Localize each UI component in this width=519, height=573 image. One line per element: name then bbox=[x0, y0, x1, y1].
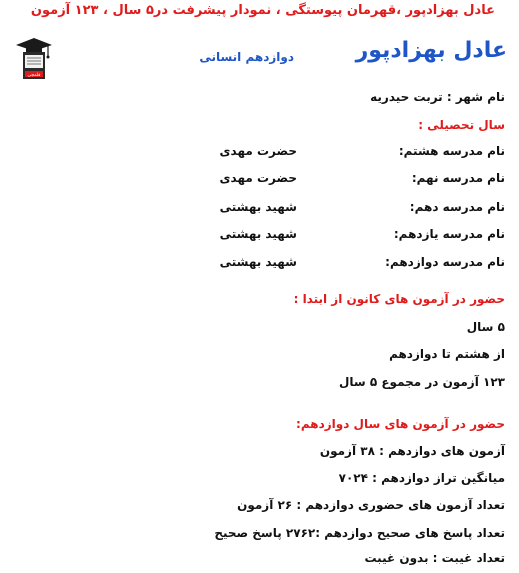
attendance-since-start-heading: حضور در آزمون های کانون از ابتدا : bbox=[293, 292, 505, 306]
school-label: نام مدرسه نهم: bbox=[411, 171, 505, 185]
school-label: نام مدرسه هشتم: bbox=[398, 144, 505, 158]
student-name: عادل بهزادپور bbox=[355, 38, 507, 63]
attendance-range: از هشتم تا دوازدهم bbox=[389, 347, 505, 361]
top-heading: عادل بهزادپور ،قهرمان پیوستگی ، نمودار پیشرفت در۵ سال ، ۱۲۳ آزمون bbox=[30, 3, 495, 18]
school-row-10 bbox=[215, 200, 505, 218]
attendance-years: ۵ سال bbox=[466, 320, 505, 334]
school-label: نام مدرسه دوازدهم: bbox=[385, 255, 505, 269]
school-label: نام مدرسه دهم: bbox=[409, 200, 505, 214]
school-years-heading: سال تحصیلی : bbox=[418, 118, 505, 132]
school-label: نام مدرسه یازدهم: bbox=[393, 227, 505, 241]
city-line: نام شهر : تربت حیدریه bbox=[370, 90, 505, 104]
school-row-11 bbox=[215, 227, 505, 245]
grade-label: دوازدهم انسانی bbox=[199, 50, 294, 64]
school-row-8 bbox=[215, 144, 505, 162]
graduate-logo-icon bbox=[14, 36, 54, 82]
school-value: شهید بهشتی bbox=[219, 200, 297, 214]
logo-text: قلمچی bbox=[27, 73, 41, 78]
school-value: شهید بهشتی bbox=[219, 255, 297, 269]
twelfth-avg-level: میانگین تراز دوازدهم : ۷۰۲۴ bbox=[338, 471, 505, 485]
attendance-total: ۱۲۳ آزمون در مجموع ۵ سال bbox=[338, 375, 505, 389]
twelfth-absences: تعداد غیبت : بدون غیبت bbox=[364, 551, 505, 565]
twelfth-in-person: تعداد آزمون های حضوری دوازدهم : ۲۶ آزمون bbox=[237, 498, 505, 512]
school-value: حضرت مهدی bbox=[219, 144, 297, 158]
twelfth-correct-answers: تعداد پاسخ های صحیح دوازدهم :۲۷۶۲ پاسخ صحیح bbox=[214, 526, 505, 540]
school-value: شهید بهشتی bbox=[219, 227, 297, 241]
school-row-9 bbox=[215, 171, 505, 189]
twelfth-exams: آزمون های دوازدهم : ۳۸ آزمون bbox=[319, 444, 505, 458]
school-row-12 bbox=[215, 255, 505, 273]
school-value: حضرت مهدی bbox=[219, 171, 297, 185]
attendance-twelfth-heading: حضور در آزمون های سال دوازدهم: bbox=[296, 417, 505, 431]
